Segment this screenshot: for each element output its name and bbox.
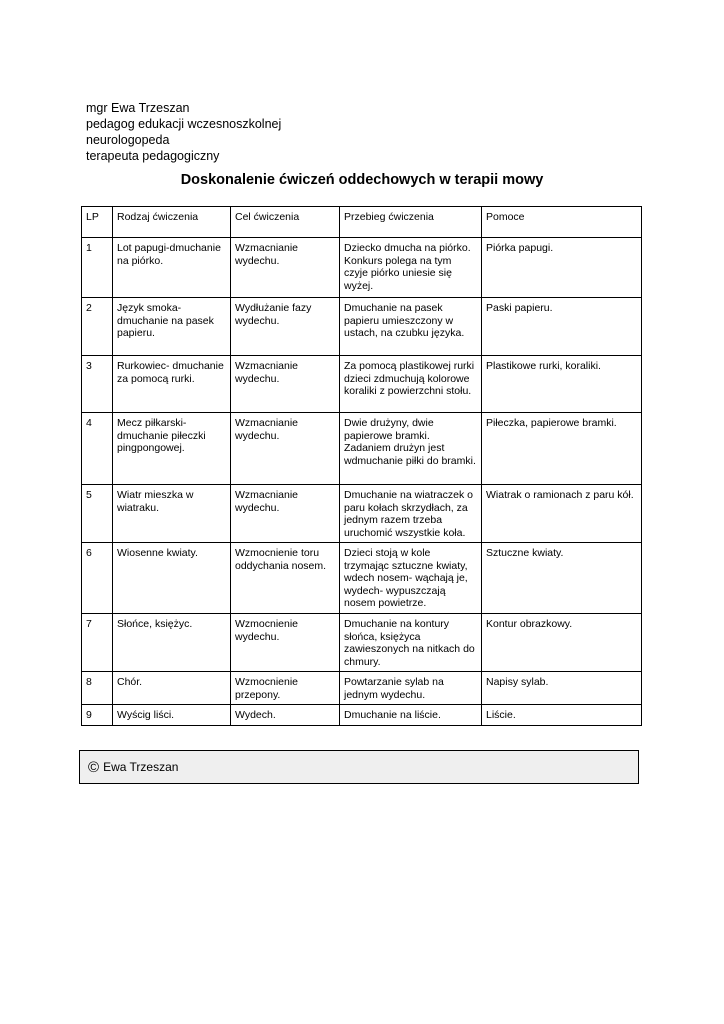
cell-aids: Wiatrak o ramionach z paru kół. bbox=[482, 485, 642, 543]
table-row bbox=[82, 672, 642, 705]
cell-type: Słońce, księżyc. bbox=[113, 614, 231, 672]
cell-aids: Sztuczne kwiaty. bbox=[482, 543, 642, 614]
author-role: neurologopeda bbox=[86, 133, 170, 147]
document-title: Doskonalenie ćwiczeń oddechowych w terapii mowy bbox=[180, 172, 544, 188]
table-row bbox=[82, 298, 642, 356]
cell-lp: 3 bbox=[82, 356, 113, 413]
copyright-icon: © bbox=[88, 758, 100, 776]
cell-course: Za pomocą plastikowej rurki dzieci zdmuchują kolorowe koraliki z powierzchni stołu. bbox=[340, 356, 482, 413]
header-type: Rodzaj ćwiczenia bbox=[113, 207, 231, 238]
cell-lp: 1 bbox=[82, 238, 113, 298]
table-header-row bbox=[82, 207, 642, 238]
cell-course: Dziecko dmucha na piórko. Konkurs polega na tym czyje piórko uniesie się wyżej. bbox=[340, 238, 482, 298]
cell-aids: Napisy sylab. bbox=[482, 672, 642, 705]
cell-goal: Wzmacnianie wydechu. bbox=[231, 356, 340, 413]
cell-goal: Wydech. bbox=[231, 705, 340, 726]
table-row bbox=[82, 485, 642, 543]
author-block bbox=[86, 100, 281, 164]
author-role: pedagog edukacji wczesnoszkolnej bbox=[86, 117, 282, 131]
cell-lp: 7 bbox=[82, 614, 113, 672]
table-row bbox=[82, 614, 642, 672]
cell-course: Dmuchanie na kontury słońca, księżyca zawieszonych na nitkach do chmury. bbox=[340, 614, 482, 672]
cell-goal: Wzmacnianie wydechu. bbox=[231, 485, 340, 543]
cell-course: Powtarzanie sylab na jednym wydechu. bbox=[340, 672, 482, 705]
cell-lp: 6 bbox=[82, 543, 113, 614]
cell-lp: 8 bbox=[82, 672, 113, 705]
header-goal: Cel ćwiczenia bbox=[231, 207, 340, 238]
cell-lp: 2 bbox=[82, 298, 113, 356]
cell-goal: Wzmocnienie toru oddychania nosem. bbox=[231, 543, 340, 614]
table-row bbox=[82, 413, 642, 485]
cell-lp: 9 bbox=[82, 705, 113, 726]
copyright-name: Ewa Trzeszan bbox=[103, 760, 179, 774]
header-aids: Pomoce bbox=[482, 207, 642, 238]
cell-aids: Plastikowe rurki, koraliki. bbox=[482, 356, 642, 413]
cell-aids: Piłeczka, papierowe bramki. bbox=[482, 413, 642, 485]
author-role: terapeuta pedagogiczny bbox=[86, 149, 220, 163]
table-row bbox=[82, 356, 642, 413]
cell-aids: Piórka papugi. bbox=[482, 238, 642, 298]
cell-goal: Wzmocnienie przepony. bbox=[231, 672, 340, 705]
cell-goal: Wzmacnianie wydechu. bbox=[231, 413, 340, 485]
cell-course: Dzieci stoją w kole trzymając sztuczne kwiaty, wdech nosem- wąchają je, wydech- wypuszczają nosem powietrze. bbox=[340, 543, 482, 614]
cell-goal: Wzmacnianie wydechu. bbox=[231, 238, 340, 298]
exercises-table bbox=[81, 206, 642, 726]
cell-type: Język smoka-dmuchanie na pasek papieru. bbox=[113, 298, 231, 356]
cell-aids: Liście. bbox=[482, 705, 642, 726]
cell-type: Wiosenne kwiaty. bbox=[113, 543, 231, 614]
table-row bbox=[82, 543, 642, 614]
cell-type: Mecz piłkarski-dmuchanie piłeczki pingpongowej. bbox=[113, 413, 231, 485]
cell-course: Dwie drużyny, dwie papierowe bramki. Zadaniem drużyn jest wdmuchanie piłki do bramki. bbox=[340, 413, 482, 485]
table-row bbox=[82, 238, 642, 298]
cell-lp: 5 bbox=[82, 485, 113, 543]
cell-course: Dmuchanie na wiatraczek o paru kołach skrzydłach, za jednym razem trzeba uruchomić wszystkie koła. bbox=[340, 485, 482, 543]
author-name: mgr Ewa Trzeszan bbox=[86, 101, 190, 115]
cell-goal: Wydłużanie fazy wydechu. bbox=[231, 298, 340, 356]
cell-course: Dmuchanie na liście. bbox=[340, 705, 482, 726]
cell-aids: Kontur obrazkowy. bbox=[482, 614, 642, 672]
header-course: Przebieg ćwiczenia bbox=[340, 207, 482, 238]
copyright-footer bbox=[79, 750, 639, 784]
cell-course: Dmuchanie na pasek papieru umieszczony w ustach, na czubku języka. bbox=[340, 298, 482, 356]
cell-type: Wiatr mieszka w wiatraku. bbox=[113, 485, 231, 543]
cell-lp: 4 bbox=[82, 413, 113, 485]
cell-aids: Paski papieru. bbox=[482, 298, 642, 356]
cell-goal: Wzmocnienie wydechu. bbox=[231, 614, 340, 672]
table-row bbox=[82, 705, 642, 726]
header-lp: LP bbox=[82, 207, 113, 238]
cell-type: Wyścig liści. bbox=[113, 705, 231, 726]
cell-type: Lot papugi-dmuchanie na piórko. bbox=[113, 238, 231, 298]
cell-type: Chór. bbox=[113, 672, 231, 705]
cell-type: Rurkowiec- dmuchanie za pomocą rurki. bbox=[113, 356, 231, 413]
